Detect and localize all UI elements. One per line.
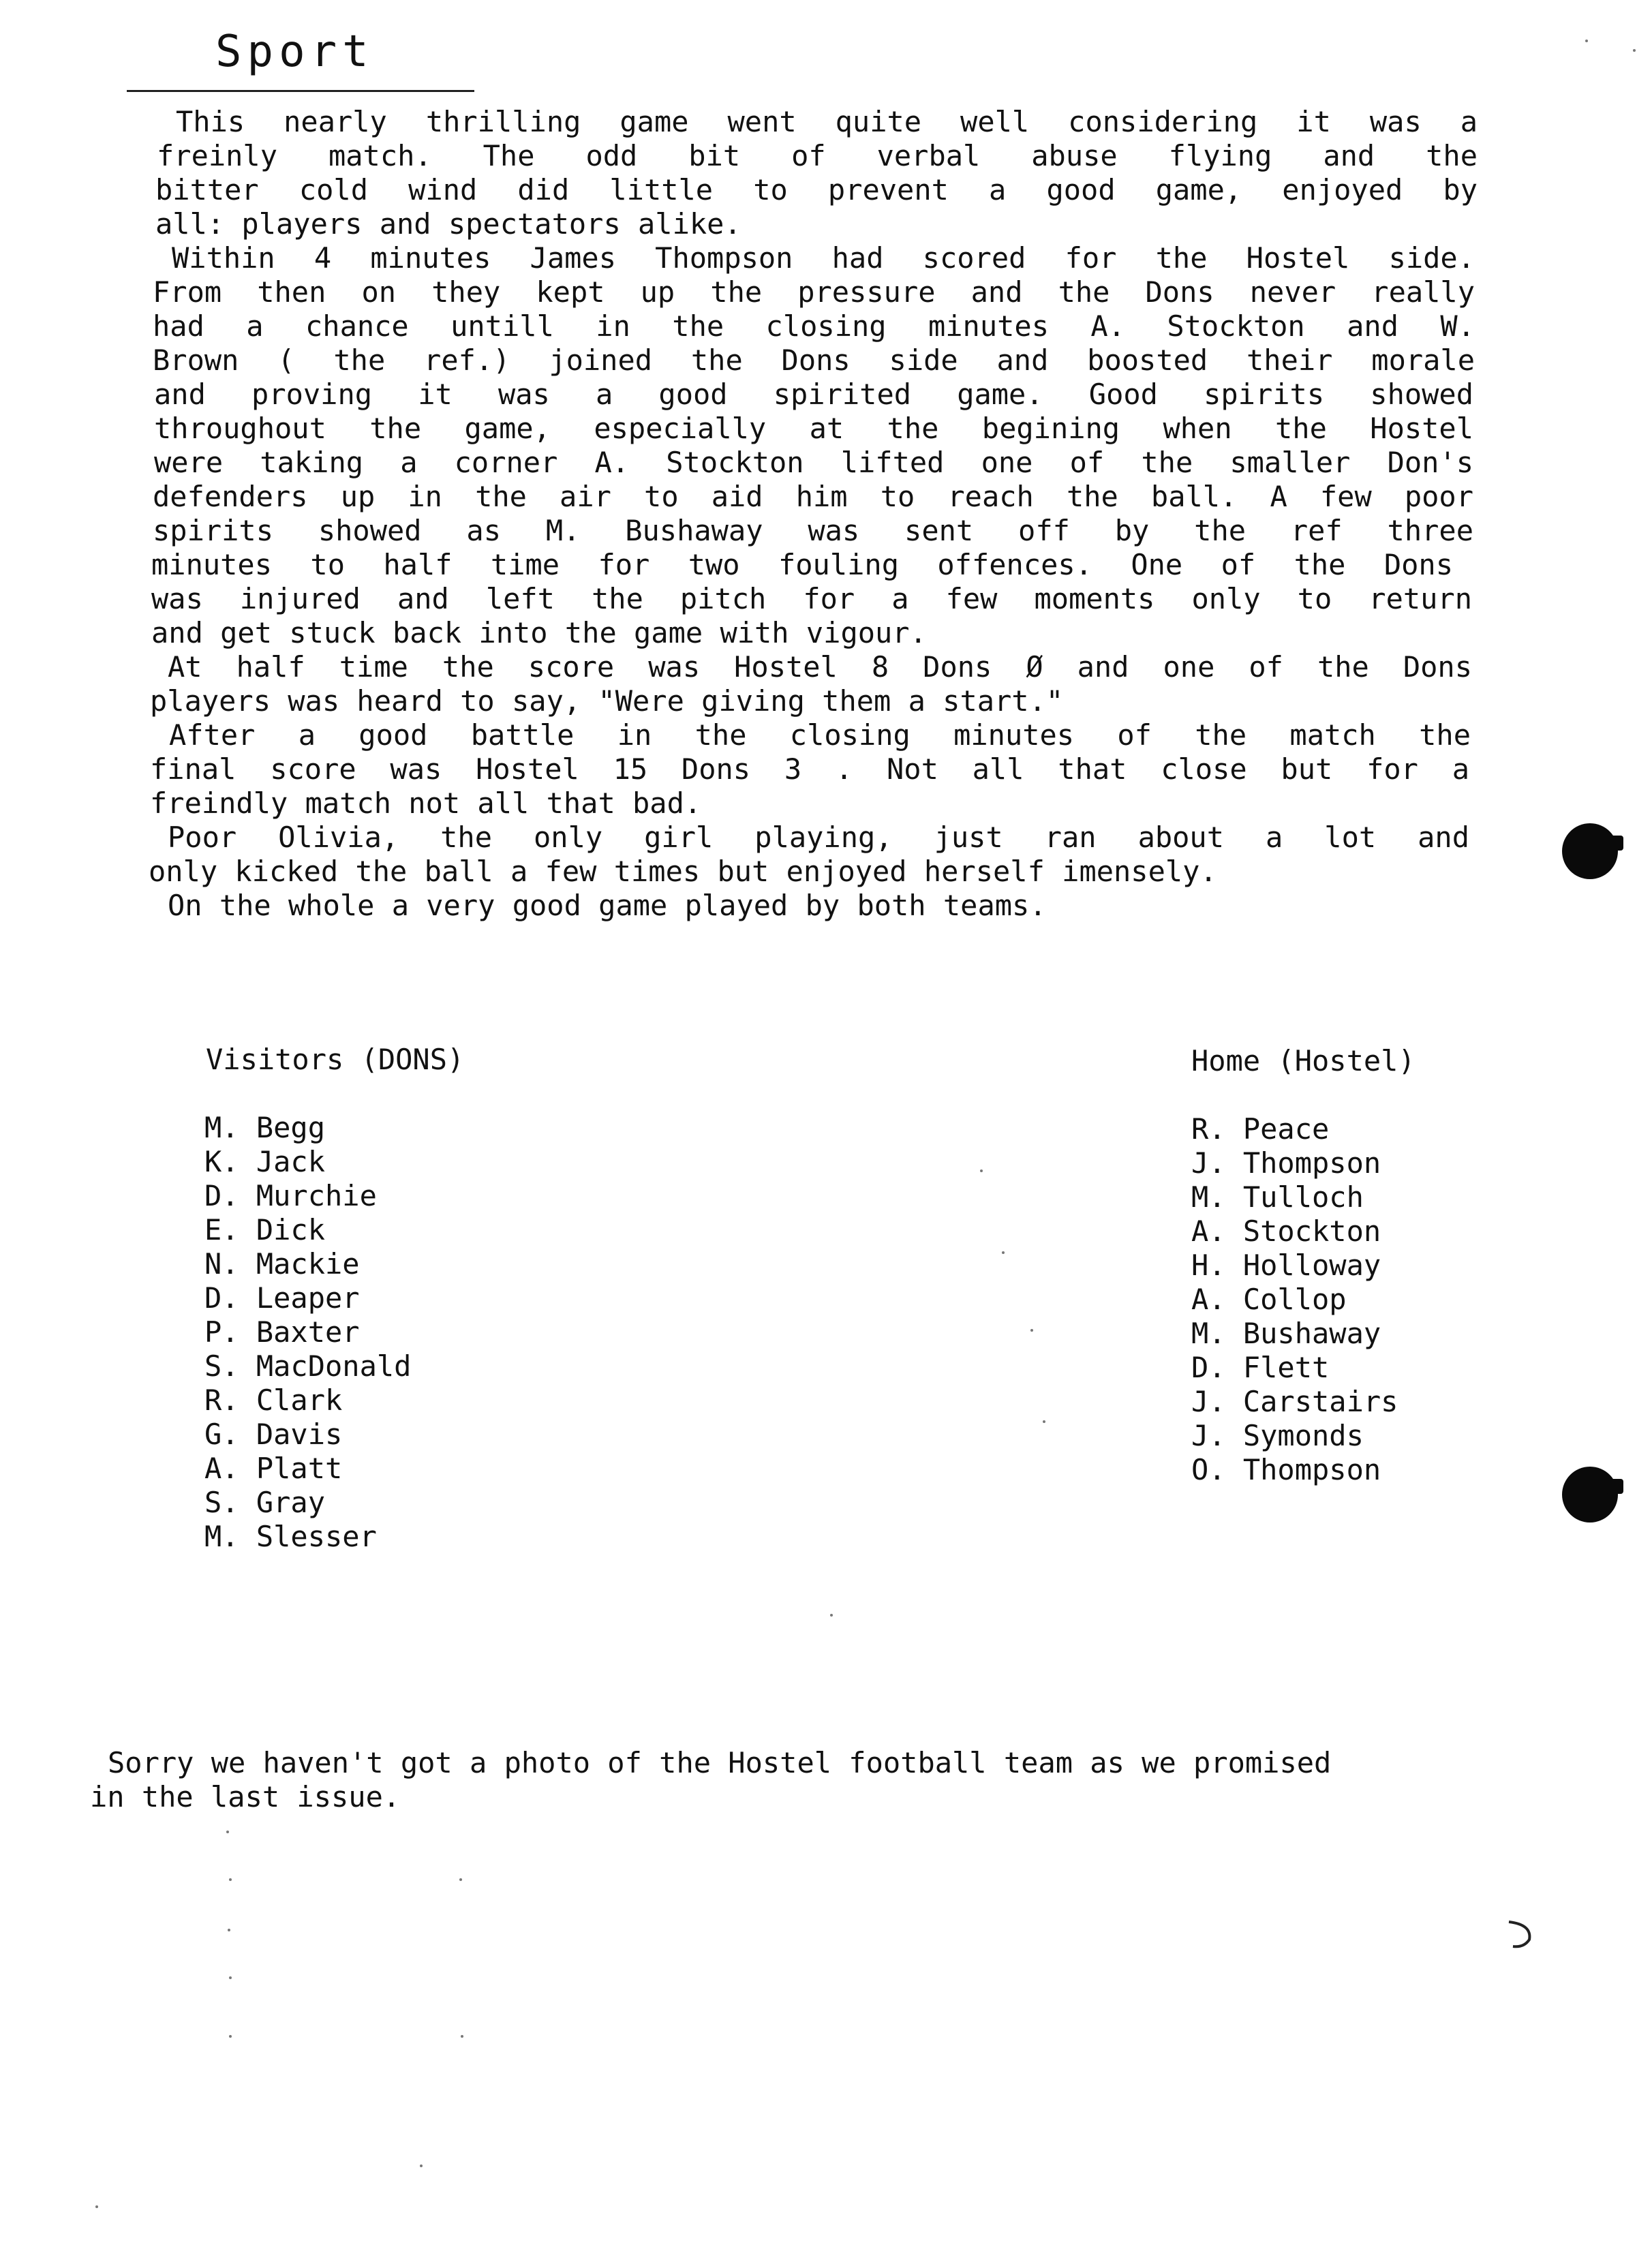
visitors-player: K. Jack: [204, 1145, 326, 1178]
article-line: and proving it was a good spirited game. Good spirits showed: [154, 378, 1473, 411]
home-player: A. Stockton: [1191, 1214, 1381, 1248]
title-underline: [127, 90, 474, 92]
footer-line: Sorry we haven't got a photo of the Hostel football team as we promised: [108, 1746, 1332, 1779]
visitors-heading: Visitors (DONS): [206, 1043, 465, 1076]
home-player: M. Tulloch: [1191, 1180, 1364, 1214]
article-line: were taking a corner A. Stockton lifted one of the smaller Don's: [154, 446, 1473, 479]
scan-speck: [229, 2035, 232, 2038]
visitors-player: E. Dick: [204, 1213, 326, 1246]
margin-arc-mark: [1503, 1916, 1544, 1957]
scan-speck: [830, 1614, 833, 1617]
home-player: O. Thompson: [1191, 1453, 1381, 1486]
article-line: freindly match not all that bad.: [150, 786, 702, 820]
article-line: freinly match. The odd bit of verbal abuse flying and the: [157, 139, 1478, 172]
article-line: From then on they kept up the pressure and the Dons never really: [153, 275, 1475, 309]
visitors-player: D. Murchie: [204, 1179, 377, 1212]
scan-speck: [1633, 49, 1636, 52]
scan-speck: [459, 1878, 462, 1881]
home-player: J. Thompson: [1191, 1146, 1381, 1180]
scan-speck: [228, 1929, 230, 1931]
punch-hole-mark: [1562, 823, 1618, 879]
page-title: Sport: [215, 27, 374, 77]
article-line: After a good battle in the closing minutes of the match the: [169, 718, 1471, 752]
scan-speck: [980, 1169, 983, 1172]
visitors-player: N. Mackie: [204, 1247, 360, 1281]
visitors-player: R. Clark: [204, 1383, 343, 1417]
article-line: On the whole a very good game played by both teams.: [168, 889, 1047, 922]
scan-speck: [229, 1976, 232, 1979]
scan-speck: [1585, 40, 1588, 42]
visitors-player: G. Davis: [204, 1418, 343, 1451]
article-line: had a chance untill in the closing minutes A. Stockton and W.: [153, 309, 1475, 343]
footer-line: in the last issue.: [90, 1780, 401, 1814]
article-line: spirits showed as M. Bushaway was sent off by the ref three: [153, 514, 1473, 547]
article-line: and get stuck back into the game with vigour.: [151, 616, 927, 649]
visitors-player: A. Platt: [204, 1452, 343, 1485]
article-line: all: players and spectators alike.: [155, 207, 741, 241]
scan-speck: [1030, 1329, 1033, 1332]
home-player: M. Bushaway: [1191, 1317, 1381, 1350]
visitors-player: S. MacDonald: [204, 1349, 412, 1383]
visitors-player: M. Begg: [204, 1111, 326, 1144]
home-player: R. Peace: [1191, 1112, 1330, 1146]
visitors-player: D. Leaper: [204, 1281, 360, 1315]
article-line: At half time the score was Hostel 8 Dons Ø and one of the Dons: [168, 650, 1472, 684]
home-heading: Home (Hostel): [1191, 1044, 1416, 1077]
punch-hole-mark: [1562, 1467, 1618, 1523]
article-line: Poor Olivia, the only girl playing, just ran about a lot and: [168, 821, 1469, 854]
home-player: A. Collop: [1191, 1283, 1347, 1316]
article-line: Within 4 minutes James Thompson had scored for the Hostel side.: [172, 241, 1475, 275]
scan-speck: [226, 1831, 229, 1833]
article-line: only kicked the ball a few times but enjoyed herself imensely.: [149, 855, 1217, 888]
article-line: Brown ( the ref.) joined the Dons side and boosted their morale: [153, 343, 1475, 377]
article-line: This nearly thrilling game went quite well considering it was a: [176, 105, 1478, 138]
visitors-player: M. Slesser: [204, 1520, 377, 1553]
home-player: J. Carstairs: [1191, 1385, 1398, 1418]
scan-speck: [1002, 1251, 1005, 1254]
home-player: D. Flett: [1191, 1351, 1330, 1384]
visitors-player: S. Gray: [204, 1486, 326, 1519]
article-line: final score was Hostel 15 Dons 3 . Not all that close but for a: [150, 752, 1469, 786]
scan-speck: [229, 1878, 232, 1881]
article-line: throughout the game, especially at the begining when the Hostel: [154, 412, 1473, 445]
home-player: H. Holloway: [1191, 1249, 1381, 1282]
article-line: bitter cold wind did little to prevent a good game, enjoyed by: [155, 173, 1478, 206]
article-line: players was heard to say, "Were giving them a start.": [150, 684, 1064, 718]
scan-speck: [95, 2205, 98, 2208]
scan-speck: [461, 2035, 463, 2038]
article-line: defenders up in the air to aid him to reach the ball. A few poor: [153, 480, 1473, 513]
scan-speck: [420, 2164, 423, 2167]
article-line: was injured and left the pitch for a few moments only to return: [151, 582, 1472, 615]
article-line: minutes to half time for two fouling offences. One of the Dons: [151, 548, 1453, 581]
scan-speck: [1043, 1420, 1045, 1423]
visitors-player: P. Baxter: [204, 1315, 360, 1349]
home-player: J. Symonds: [1191, 1419, 1364, 1452]
